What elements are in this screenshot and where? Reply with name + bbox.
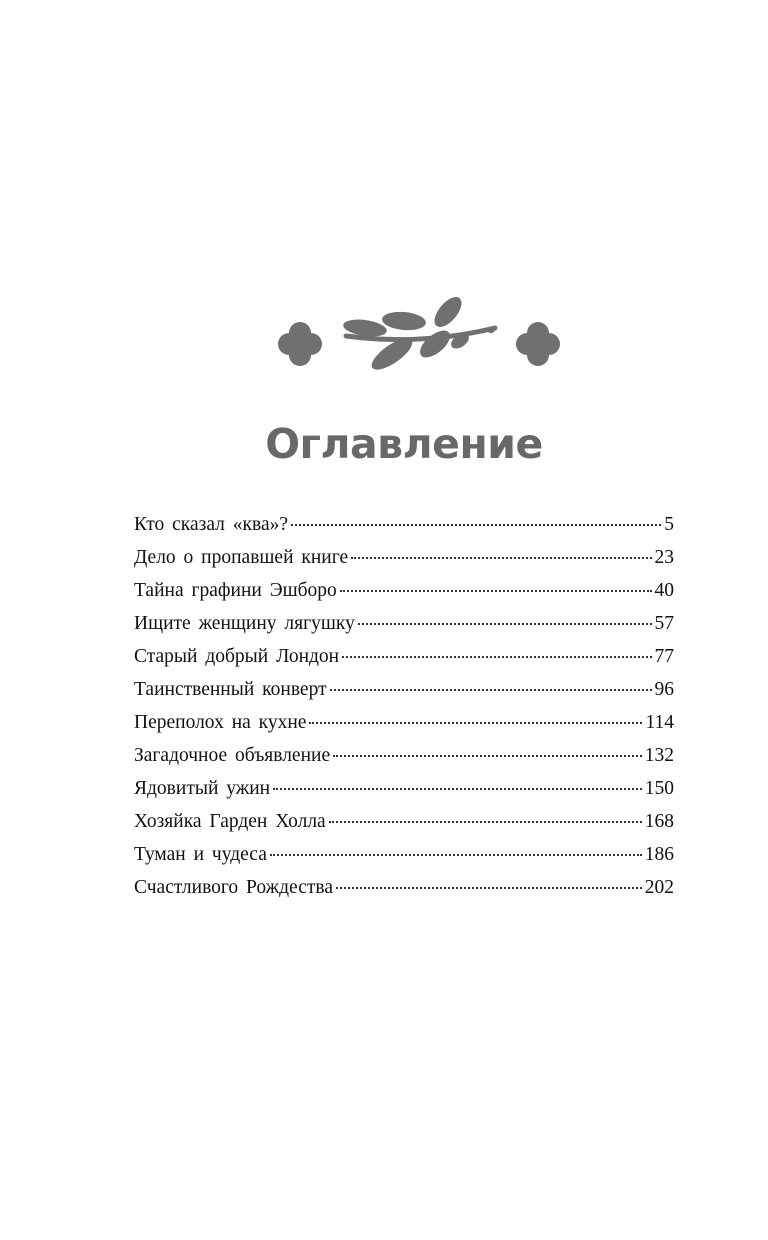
dot-leader (342, 656, 651, 658)
toc-entry[interactable] (134, 514, 674, 547)
toc-entry-page: 5 (664, 514, 674, 535)
dot-leader (358, 623, 652, 625)
toc-entry[interactable] (134, 712, 674, 745)
toc-entry[interactable] (134, 679, 674, 712)
leafy-branch-icon (342, 294, 495, 375)
dot-leader (330, 689, 652, 691)
toc-entry[interactable] (134, 745, 674, 778)
toc-entry-page: 202 (644, 877, 674, 898)
dot-leader (329, 821, 642, 823)
dot-leader (270, 854, 642, 856)
toc-entry-title: Ядовитый ужин (134, 778, 271, 799)
toc-entry-title: Тайна графини Эшборо (134, 580, 337, 601)
toc-entry-page: 77 (654, 646, 674, 667)
toc-entry-title: Кто сказал «ква»? (134, 514, 289, 535)
toc-entry-page: 168 (644, 811, 674, 832)
page-title: Оглавление (265, 420, 543, 468)
toc-entry[interactable] (134, 778, 674, 811)
toc-entry-page: 114 (645, 712, 674, 733)
toc-entry-page: 186 (644, 844, 674, 865)
toc-entry-title: Дело о пропавшей книге (134, 547, 349, 568)
toc-entry-title: Таинственный конверт (134, 679, 327, 700)
toc-entry-page: 57 (654, 613, 674, 634)
toc-entry-page: 23 (654, 547, 674, 568)
toc-entry-page: 132 (644, 745, 674, 766)
ornament (270, 294, 570, 378)
toc-entry-title: Ищите женщину лягушку (134, 613, 355, 634)
toc-entry[interactable] (134, 646, 674, 679)
toc-entry-title: Хозяйка Гарден Холла (134, 811, 326, 832)
toc-entry-page: 150 (644, 778, 674, 799)
table-of-contents (134, 514, 674, 910)
dot-leader (336, 887, 642, 889)
toc-entry-title: Счастливого Рождества (134, 877, 333, 898)
toc-entry[interactable] (134, 844, 674, 877)
toc-entry-page: 96 (654, 679, 674, 700)
dot-leader (351, 557, 651, 559)
dot-leader (340, 590, 652, 592)
quatrefoil-icon (516, 322, 560, 366)
toc-entry-title: Переполох на кухне (134, 712, 307, 733)
toc-entry-title: Туман и чудеса (134, 844, 267, 865)
toc-entry[interactable] (134, 613, 674, 646)
quatrefoil-icon (278, 322, 322, 366)
toc-entry-title: Загадочное объявление (134, 745, 331, 766)
dot-leader (291, 524, 661, 526)
dot-leader (273, 788, 642, 790)
dot-leader (333, 755, 642, 757)
toc-entry-page: 40 (654, 580, 674, 601)
toc-entry[interactable] (134, 811, 674, 844)
dot-leader (309, 722, 642, 724)
toc-entry[interactable] (134, 877, 674, 910)
toc-entry-title: Старый добрый Лондон (134, 646, 340, 667)
toc-entry[interactable] (134, 547, 674, 580)
toc-entry[interactable] (134, 580, 674, 613)
